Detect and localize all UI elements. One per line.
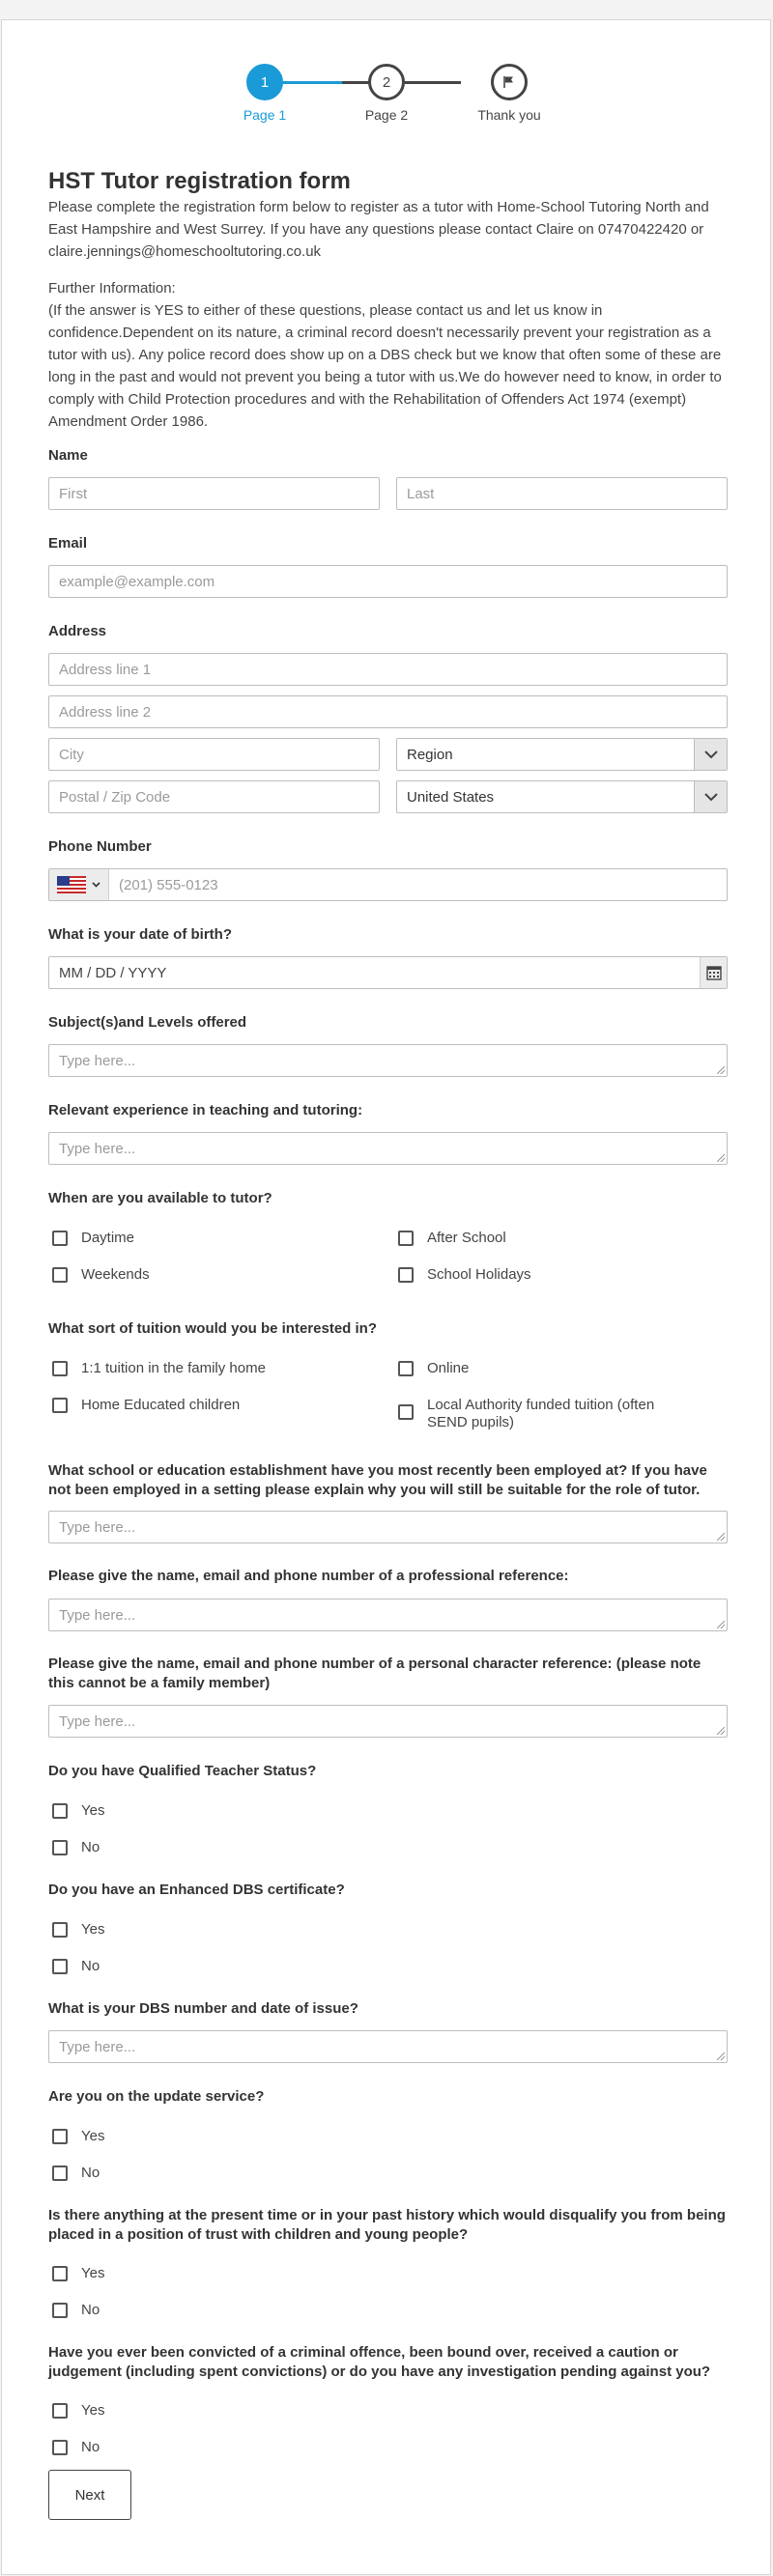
country-select[interactable] <box>396 780 728 813</box>
qts-no[interactable]: No <box>52 1839 100 1856</box>
availability-school-holidays[interactable]: School Holidays <box>398 1266 531 1284</box>
form-card <box>1 19 771 2575</box>
checkbox[interactable] <box>52 2403 68 2419</box>
phone-placeholder: (201) 555-0123 <box>119 876 218 893</box>
checkbox[interactable] <box>52 1840 68 1855</box>
experience-label: Relevant experience in teaching and tutoring: <box>48 1102 363 1118</box>
checkbox[interactable] <box>52 1231 68 1246</box>
prof-ref-textarea[interactable]: Type here... <box>48 1599 728 1631</box>
checkbox[interactable] <box>52 2303 68 2318</box>
address-line1-input[interactable]: Address line 1 <box>48 653 728 686</box>
dbs-no[interactable]: No <box>52 1958 100 1975</box>
checkbox[interactable] <box>52 2166 68 2181</box>
region-select[interactable] <box>396 738 728 771</box>
checkbox[interactable] <box>398 1231 414 1246</box>
step-number: 1 <box>246 64 283 100</box>
checkbox[interactable] <box>52 2266 68 2281</box>
form-intro: Please complete the registration form below to register as a tutor with Home-School Tutoring North and East Hampshire and West Surrey. If you have any questions please contact Claire on 07470422420 or claire.jennings@homeschooltutoring.co.uk <box>48 199 709 260</box>
availability-after-school[interactable]: After School <box>398 1230 506 1247</box>
further-info-text: (If the answer is YES to either of these questions, please contact us and let us know in confidence.Dependent on its nature, a criminal record doesn't necessarily prevent your registration as a tutor with us). Any police record does show up on a DBS check but we know that often some of these are long in the past and would not prevent you being a tutor with us.We do however need to know, in order to comply with Child Protection procedures and with the Rehabilitation of Offenders Act 1974 (exempt) Amendment Order 1986. <box>48 302 722 430</box>
checkbox[interactable] <box>398 1267 414 1283</box>
dob-placeholder: MM / DD / YYYY <box>59 964 167 981</box>
calendar-icon[interactable] <box>700 957 727 988</box>
disqualify-no[interactable]: No <box>52 2302 100 2319</box>
char-ref-textarea[interactable]: Type here... <box>48 1705 728 1738</box>
first-name-input[interactable]: First <box>48 477 380 510</box>
step-page-1[interactable] <box>207 64 323 123</box>
dob-input[interactable] <box>48 956 728 989</box>
subjects-label: Subject(s)and Levels offered <box>48 1014 247 1031</box>
convicted-yes[interactable]: Yes <box>52 2402 104 2420</box>
phone-input[interactable] <box>48 868 728 901</box>
prof-ref-label: Please give the name, email and phone number of a professional reference: <box>48 1568 569 1584</box>
tuition-local-authority[interactable]: Local Authority funded tuition (often SEND pupils) <box>398 1403 688 1431</box>
chevron-down-icon[interactable] <box>694 739 727 770</box>
step-label: Page 2 <box>364 107 409 123</box>
school-label: What school or education establishment have you most recently been employed at? If you have not been employed in a setting please explain why you will still be suitable for the role of tutor. <box>48 1462 707 1498</box>
availability-daytime[interactable]: Daytime <box>52 1230 134 1247</box>
email-input[interactable]: example@example.com <box>48 565 728 598</box>
checkbox[interactable] <box>52 1398 68 1413</box>
step-label: Page 1 <box>243 107 287 123</box>
city-input[interactable]: City <box>48 738 380 771</box>
chevron-down-icon <box>92 882 100 888</box>
step-thank-you[interactable] <box>451 64 567 123</box>
last-name-input[interactable]: Last <box>396 477 728 510</box>
country-code-dropdown[interactable] <box>49 869 109 900</box>
availability-weekends[interactable]: Weekends <box>52 1266 150 1284</box>
address-line2-input[interactable]: Address line 2 <box>48 695 728 728</box>
next-button[interactable]: Next <box>48 2470 131 2520</box>
convicted-no[interactable]: No <box>52 2439 100 2456</box>
update-service-label: Are you on the update service? <box>48 2088 265 2105</box>
tuition-online[interactable]: Online <box>398 1360 469 1377</box>
checkbox[interactable] <box>52 1361 68 1376</box>
checkbox[interactable] <box>52 1922 68 1938</box>
tuition-family-home[interactable]: 1:1 tuition in the family home <box>52 1360 266 1377</box>
checkbox[interactable] <box>398 1404 414 1420</box>
address-label: Address <box>48 623 107 639</box>
chevron-down-icon[interactable] <box>694 781 727 812</box>
disqualify-label: Is there anything at the present time or in your past history which would disqualify you from being placed in a position of trust with children and young people? <box>48 2207 726 2243</box>
step-number: 2 <box>368 64 405 100</box>
country-value: United States <box>407 788 495 806</box>
checkbox[interactable] <box>52 2440 68 2455</box>
dbs-yes[interactable]: Yes <box>52 1921 104 1939</box>
flag-icon <box>491 64 528 100</box>
phone-label: Phone Number <box>48 838 152 855</box>
qts-yes[interactable]: Yes <box>52 1802 104 1820</box>
postal-code-input[interactable]: Postal / Zip Code <box>48 780 380 813</box>
region-value: Region <box>407 746 453 763</box>
update-service-yes[interactable]: Yes <box>52 2128 104 2145</box>
form-title: HST Tutor registration form <box>48 168 351 194</box>
checkbox[interactable] <box>52 2129 68 2144</box>
char-ref-label: Please give the name, email and phone number of a personal character reference: (please note this cannot be a family member) <box>48 1656 701 1691</box>
checkbox[interactable] <box>52 1267 68 1283</box>
step-label: Thank you <box>477 107 541 123</box>
checkbox[interactable] <box>398 1361 414 1376</box>
dbs-number-label: What is your DBS number and date of issue? <box>48 2000 358 2017</box>
update-service-no[interactable]: No <box>52 2165 100 2182</box>
checkbox[interactable] <box>52 1803 68 1819</box>
us-flag-icon <box>57 876 86 893</box>
disqualify-yes[interactable]: Yes <box>52 2265 104 2282</box>
step-page-2[interactable] <box>329 64 444 123</box>
name-label: Name <box>48 447 88 464</box>
experience-textarea[interactable]: Type here... <box>48 1132 728 1165</box>
tuition-label: What sort of tuition would you be interested in? <box>48 1320 377 1337</box>
availability-label: When are you available to tutor? <box>48 1190 272 1206</box>
dbs-number-textarea[interactable]: Type here... <box>48 2030 728 2063</box>
subjects-textarea[interactable]: Type here... <box>48 1044 728 1077</box>
further-info-heading: Further Information: <box>48 280 176 297</box>
progress-steps <box>2 64 772 151</box>
convicted-label: Have you ever been convicted of a criminal offence, been bound over, received a caution or judgement (including spent convictions) or do you have any investigation pending against you? <box>48 2344 711 2380</box>
school-textarea[interactable]: Type here... <box>48 1511 728 1543</box>
qts-label: Do you have Qualified Teacher Status? <box>48 1763 317 1779</box>
tuition-home-educated[interactable]: Home Educated children <box>52 1397 240 1414</box>
dbs-label: Do you have an Enhanced DBS certificate? <box>48 1882 345 1898</box>
dob-label: What is your date of birth? <box>48 926 232 943</box>
email-label: Email <box>48 535 88 552</box>
checkbox[interactable] <box>52 1959 68 1974</box>
